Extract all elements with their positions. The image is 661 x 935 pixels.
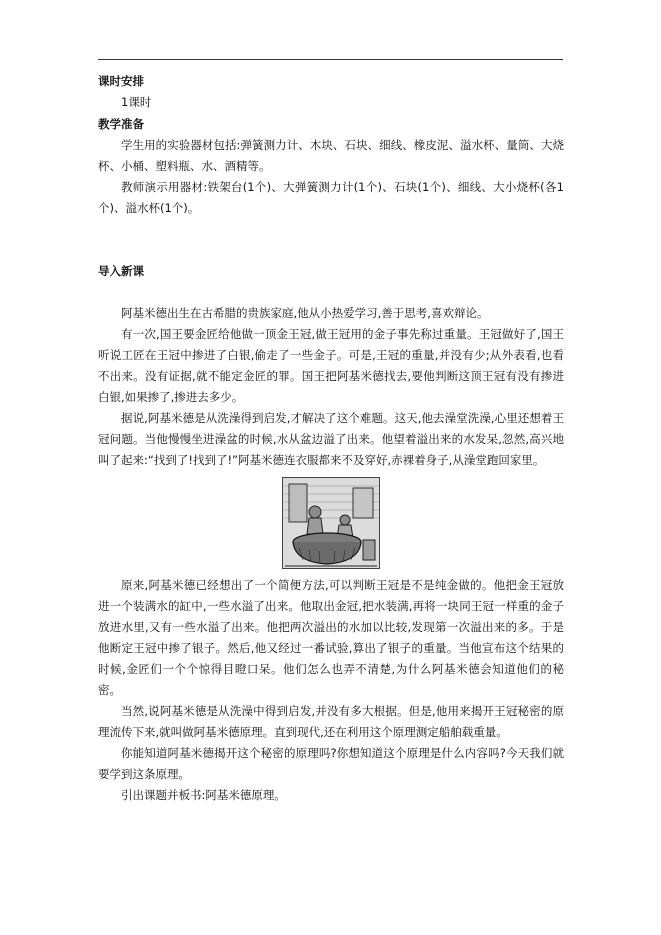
spacer	[98, 282, 564, 303]
heading-schedule: 课时安排	[98, 74, 144, 88]
intro-paragraph-3: 据说,阿基米德是从洗澡得到启发,才解决了这个难题。这天,他去澡堂洗澡,心里还想着王冠问题。当他慢慢坐进澡盆的时候,水从盆边溢了出来。他望着溢出来的水发呆,忽然,高兴地叫了起来:“找到了!找到了!”阿基米德连衣服都来不及穿好,赤裸着身子,从澡堂跑回家里。	[98, 411, 564, 467]
schedule-text: 1课时	[121, 95, 152, 109]
spacer	[98, 219, 564, 260]
intro-paragraph-4: 原来,阿基米德已经想出了一个简便方法,可以判断王冠是不是纯金做的。他把金王冠放进一个装满水的缸中,一些水溢了出来。他取出金冠,把水装满,再将一块同王冠一样重的金子放进水里,又有一些水溢了出来。他把两次溢出的水加以比较,发现第一次溢出来的多。于是他断定王冠中掺了银子。然后,他又经过一番试验,算出了银子的重量。当他宣布这个结果的时候,金匠们一个个惊得目瞪口呆。他们怎么也弄不清楚,为什么阿基米德会知道他们的秘密。	[98, 578, 564, 697]
intro-paragraph-6: 你能知道阿基米德揭开这个秘密的原理吗?你想知道这个原理是什么内容吗?今天我们就要学到这条原理。	[98, 746, 564, 781]
heading-intro: 导入新课	[98, 264, 144, 278]
student-materials: 学生用的实验器材包括:弹簧测力计、木块、石块、细线、橡皮泥、溢水杯、量筒、大烧杯、小桶、塑料瓶、水、酒精等。	[98, 138, 564, 173]
archimedes-bath-illustration	[282, 477, 380, 569]
intro-paragraph-7: 引出课题并板书:阿基米德原理。	[121, 788, 286, 802]
intro-paragraph-1: 阿基米德出生在古希腊的贵族家庭,他从小热爱学习,善于思考,喜欢辩论。	[121, 306, 489, 320]
heading-prep: 教学准备	[98, 117, 144, 131]
teacher-materials: 教师演示用器材:铁架台(1个)、大弹簧测力计(1个)、石块(1个)、细线、大小烧杯(各1个)、溢水杯(1个)。	[98, 180, 564, 215]
engraving-image	[283, 478, 379, 568]
document-body	[98, 70, 564, 806]
header-rule	[98, 59, 563, 60]
intro-paragraph-5: 当然,说阿基米德是从洗澡中得到启发,并没有多大根据。但是,他用来揭开王冠秘密的原理流传下来,就叫做阿基米德原理。直到现代,还在利用这个原理测定船舶载重量。	[98, 704, 564, 739]
intro-paragraph-2: 有一次,国王要金匠给他做一顶金王冠,做王冠用的金子事先称过重量。王冠做好了,国王听说工匠在王冠中掺进了白银,偷走了一些金子。可是,王冠的重量,并没有少;从外表看,也看不出来。没有证据,就不能定金匠的罪。国王把阿基米德找去,要他判断这顶王冠有没有掺进白银,如果掺了,掺进去多少。	[98, 327, 564, 404]
